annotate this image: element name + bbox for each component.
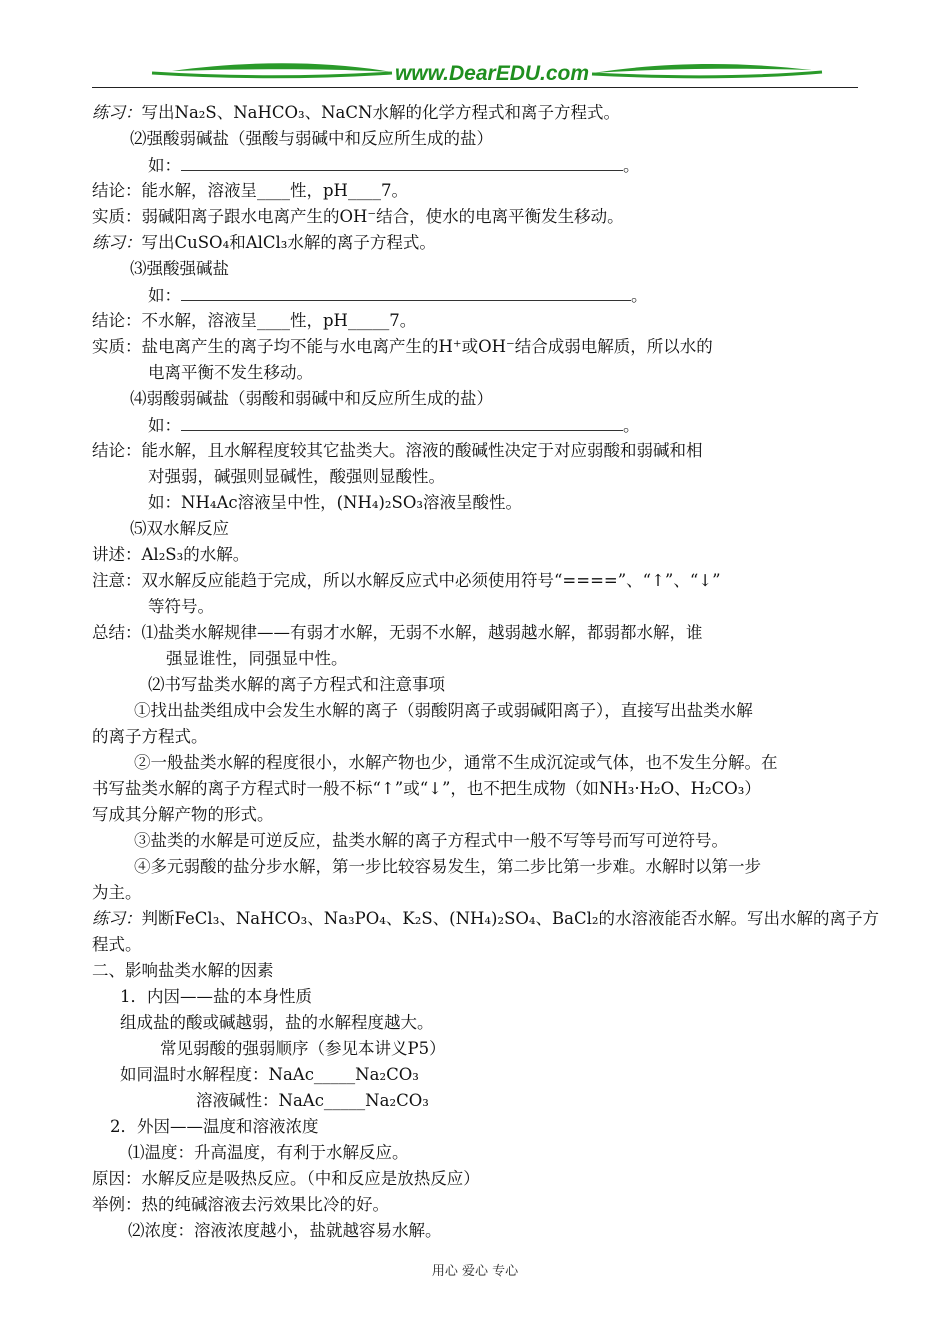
- text-line: ⑴温度：升高温度，有利于水解反应。: [128, 1143, 409, 1162]
- text-line: 结论：不水解，溶液呈____性，pH_____7。: [92, 311, 417, 330]
- text-line: 常见弱酸的强弱顺序（参见本讲义P5）: [160, 1039, 446, 1058]
- text-line: ⑷弱酸弱碱盐（弱酸和弱碱中和反应所生成的盐）: [130, 389, 493, 408]
- text-line: ③盐类的水解是可逆反应，盐类水解的离子方程式中一般不写等号而写可逆符号。: [134, 831, 728, 850]
- text-line: 等符号。: [148, 597, 214, 616]
- text-line: ②一般盐类水解的程度很小，水解产物也少，通常不生成沉淀或气体，也不发生分解。在: [134, 753, 778, 772]
- blank-line: 如： 。: [148, 416, 640, 435]
- text-line: 总结：⑴盐类水解规律——有弱才水解，无弱不水解，越弱越水解，都弱都水解，谁: [92, 623, 703, 642]
- text-line: ⑵浓度：溶液浓度越小，盐就越容易水解。: [128, 1221, 442, 1240]
- text-line: 实质：弱碱阳离子跟水电离产生的OH⁻结合，使水的电离平衡发生移动。: [92, 207, 624, 226]
- text-line: ⑸双水解反应: [130, 519, 229, 538]
- text-line: 为主。: [92, 883, 142, 902]
- text-line: 结论：能水解，且水解程度较其它盐类大。溶液的酸碱性决定于对应弱酸和弱碱和相: [92, 441, 703, 460]
- text-line: 强显谁性，同强显中性。: [166, 649, 348, 668]
- text-line: 对强弱，碱强则显碱性，酸强则显酸性。: [148, 467, 445, 486]
- text-line: 电离平衡不发生移动。: [148, 363, 313, 382]
- text-line: 2．外因——温度和溶液浓度: [110, 1117, 319, 1136]
- text-line: 如：NH₄Ac溶液呈中性，(NH₄)₂SO₃溶液呈酸性。: [148, 493, 522, 512]
- text-line: 如同温时水解程度：NaAc_____Na₂CO₃: [120, 1065, 419, 1084]
- text-line: 溶液碱性：NaAc_____Na₂CO₃: [196, 1091, 429, 1110]
- text-line: 练习：写出Na₂S、NaHCO₃、NaCN水解的化学方程式和离子方程式。: [92, 103, 620, 122]
- text-line: 结论：能水解，溶液呈____性，pH____7。: [92, 181, 408, 200]
- page-header: [92, 56, 858, 92]
- page-footer: 用心 爱心 专心: [431, 1264, 519, 1279]
- blank-line: 如： 。: [148, 156, 640, 175]
- text-line: 注意：双水解反应能趋于完成，所以水解反应式中必须使用符号“====”、“↑”、“↓”: [92, 571, 721, 590]
- text-line: 讲述：Al₂S₃的水解。: [92, 545, 250, 564]
- text-line: 组成盐的酸或碱越弱，盐的水解程度越大。: [120, 1013, 434, 1032]
- text-line: 原因：水解反应是吸热反应。（中和反应是放热反应）: [92, 1169, 480, 1188]
- text-line: ④多元弱酸的盐分步水解，第一步比较容易发生，第二步比第一步难。水解时以第一步: [134, 857, 761, 876]
- text-line: ①找出盐类组成中会发生水解的离子（弱酸阴离子或弱碱阳离子），直接写出盐类水解: [134, 701, 753, 720]
- text-line: 写成其分解产物的形式。: [92, 805, 274, 824]
- text-line: ⑶强酸强碱盐: [130, 259, 229, 278]
- text-line: 练习：写出CuSO₄和AlCl₃水解的离子方程式。: [92, 233, 436, 252]
- header-rule: [92, 87, 858, 88]
- text-line: 练习：判断FeCl₃、NaHCO₃、Na₃PO₄、K₂S、(NH₄)₂SO₄、BaCl₂的水溶液能否水解。写出水解的离子方: [92, 909, 879, 928]
- text-line: 1．内因——盐的本身性质: [120, 987, 312, 1006]
- section-heading: 二、影响盐类水解的因素: [92, 961, 274, 980]
- text-line: 实质：盐电离产生的离子均不能与水电离产生的H⁺或OH⁻结合成弱电解质，所以水的: [92, 337, 713, 356]
- text-line: 程式。: [92, 935, 142, 954]
- blank-line: 如： 。: [148, 286, 648, 305]
- text-line: 书写盐类水解的离子方程式时一般不标“↑”或“↓”，也不把生成物（如NH₃·H₂O、H₂CO₃）: [92, 779, 761, 798]
- text-line: 的离子方程式。: [92, 727, 208, 746]
- text-line: 举例：热的纯碱溶液去污效果比冷的好。: [92, 1195, 389, 1214]
- site-logo-text: www.DearEDU.com: [394, 62, 590, 85]
- text-line: ⑵强酸弱碱盐（强酸与弱碱中和反应所生成的盐）: [130, 129, 493, 148]
- text-line: ⑵书写盐类水解的离子方程式和注意事项: [148, 675, 445, 694]
